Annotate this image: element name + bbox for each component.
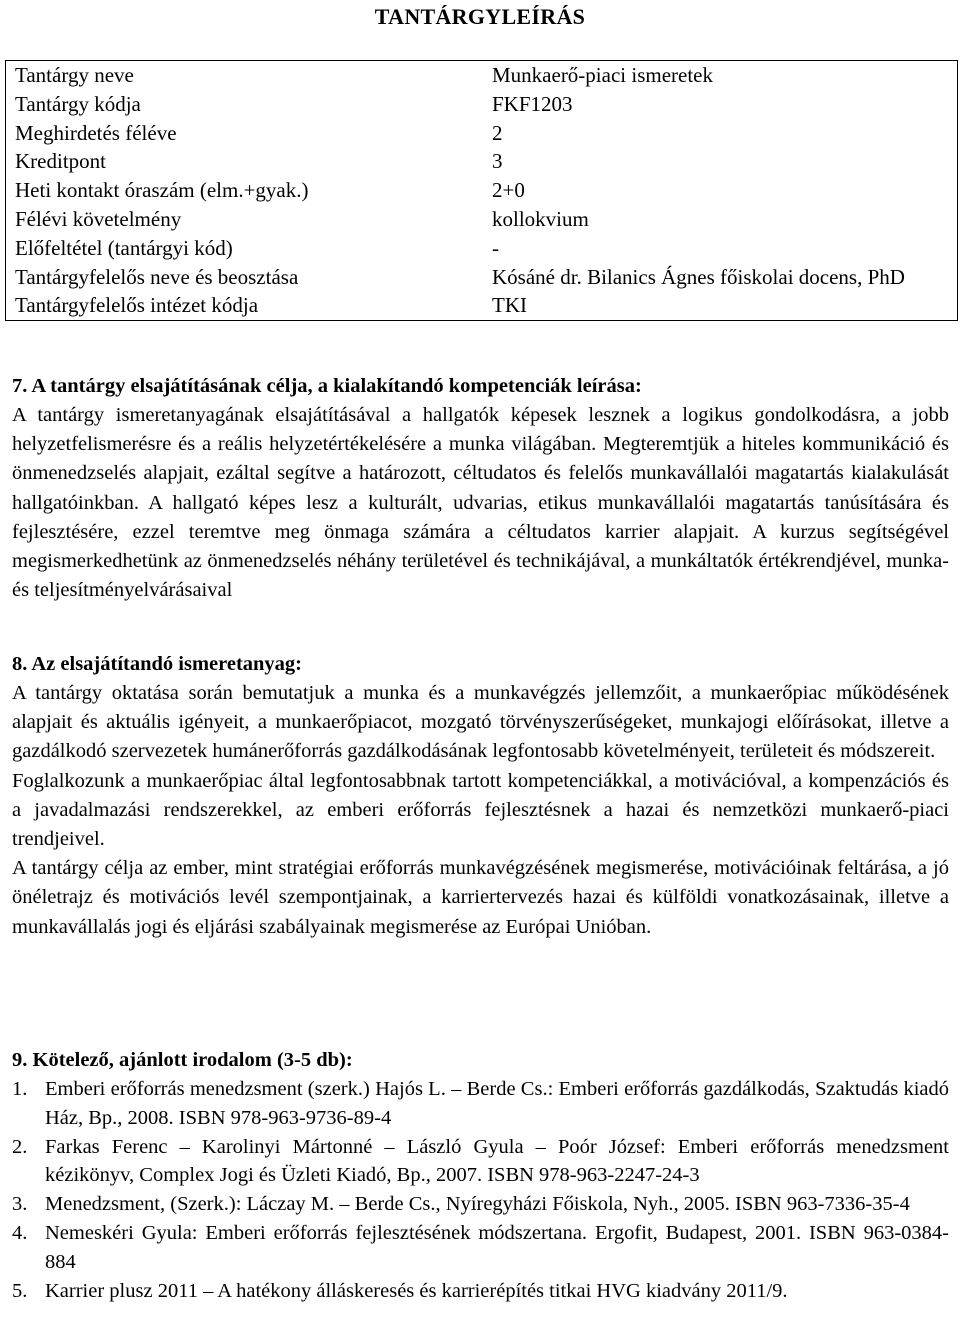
row-value: 2 — [492, 120, 503, 145]
list-item — [12, 1219, 949, 1277]
item-number: 3. — [12, 1193, 28, 1216]
item-text: Emberi erőforrás menedzsment (szerk.) Hajós L. – Berde Cs.: Emberi erőforrás gazdálkodás, Szaktudás kiadó Ház, Bp., 2008. ISBN 978-963-9736-89-4 — [45, 1078, 949, 1129]
item-number: 2. — [12, 1135, 28, 1158]
row-value: TKI — [492, 293, 527, 318]
paragraph: A tantárgy oktatása során bemutatjuk a munka és a munkavégzés jellemzőit, a munkaerőpiac működésének alapjait és aktuális igényeit, a munkaerőpiacot, mozgató törvényszerűségeket, munkajogi előírásokat, illetve a gazdálkodó szervezetek humánerőforrás gazdálkodásának legfontosabb követelményeit, területeit és módszereit. — [12, 682, 949, 763]
row-label: Meghirdetés féléve — [15, 120, 177, 145]
section-heading: 7. A tantárgy elsajátításának célja, a kialakítandó kompetenciák leírása: — [12, 375, 642, 397]
row-value: 2+0 — [492, 178, 525, 203]
table-row — [6, 176, 958, 205]
row-label: Tantárgy kódja — [15, 91, 141, 116]
table-row — [6, 90, 958, 119]
item-number: 1. — [12, 1078, 28, 1100]
table-row — [6, 291, 958, 320]
course-info-table — [5, 60, 958, 321]
section-literature — [12, 1046, 949, 1305]
item-number: 5. — [12, 1279, 28, 1302]
literature-list — [12, 1075, 949, 1305]
row-label: Tantárgyfelelős intézet kódja — [15, 293, 259, 318]
document-title: TANTÁRGYLEÍRÁS — [374, 4, 586, 29]
section-objectives — [12, 372, 949, 605]
row-label: Félévi követelmény — [15, 206, 182, 231]
row-value: - — [492, 235, 499, 260]
list-item — [12, 1277, 949, 1306]
row-value: Munkaerő-piaci ismeretek — [492, 63, 713, 87]
section-body: A tantárgy ismeretanyagának elsajátításával a hallgatók képesek lesznek a logikus gondolkodásra, a jobb helyzetfelismerésre és a reális helyzetértékelésére a munka világában. Megteremtjük a hiteles kommunikáció és önmenedzselés alapjait, ezáltal segítve a határozott, céltudatos és felelős munkavállalói magatartás kialakulását hallgatóinkban. A hallgató képes lesz a kulturált, udvarias, etikus munkavállalói magatartás tanúsítására és fejlesztésére, ezzel teremtve meg önmaga számára a céltudatos karrier alapjait. A kurzus segítségével megismerkedhetünk az önmenedzselés néhány területével és technikájával, a munkáltatók értékrendjével, munka- és teljesítményelvárásaival — [12, 404, 949, 602]
row-label: Előfeltétel (tantárgyi kód) — [15, 235, 233, 260]
table-row — [6, 234, 958, 263]
table-row — [6, 263, 958, 292]
section-heading: 8. Az elsajátítandó ismeretanyag: — [12, 653, 303, 675]
paragraph: A tantárgy célja az ember, mint stratégiai erőforrás munkavégzésének megismerése, motivációinak feltárása, a jó önéletrajz és motivációs levél szempontjainak, a karriertervezés hazai és külföldi vonatkozásainak, illetve a munkavállalás jogi és eljárási szabályainak megismerése az Európai Unióban. — [12, 857, 949, 938]
item-text: Karrier plusz 2011 – A hatékony álláskeresés és karrierépítés titkai HVG kiadvány 2011/9. — [45, 1279, 788, 1302]
row-value: Kósáné dr. Bilanics Ágnes főiskolai docens, PhD — [492, 264, 905, 289]
item-text: Farkas Ferenc – Karolinyi Mártonné – László Gyula – Poór József: Emberi erőforrás menedzsment kézikönyv, Complex Jogi és Üzleti Kiadó, Bp., 2007. ISBN 978-963-2247-24-3 — [45, 1135, 949, 1187]
row-label: Tantárgyfelelős neve és beosztása — [15, 264, 299, 289]
item-text: Nemeskéri Gyula: Emberi erőforrás fejlesztésének módszertana. Ergofit, Budapest, 2001. ISBN 963-0384-884 — [45, 1221, 949, 1273]
table-row — [6, 205, 958, 234]
row-label: Kreditpont — [15, 149, 106, 174]
list-item — [12, 1075, 949, 1133]
table-row — [6, 61, 958, 90]
list-item — [12, 1190, 949, 1219]
row-label: Heti kontakt óraszám (elm.+gyak.) — [15, 178, 309, 203]
item-text: Menedzsment, (Szerk.): Láczay M. – Berde Cs., Nyíregyházi Főiskola, Nyh., 2005. ISBN 963-7336-35-4 — [45, 1193, 910, 1216]
row-value: FKF1203 — [492, 91, 573, 116]
row-label: Tantárgy neve — [15, 63, 134, 87]
item-number: 4. — [12, 1221, 28, 1244]
row-value: 3 — [492, 149, 503, 174]
list-item — [12, 1133, 949, 1191]
table-row — [6, 147, 958, 176]
table-row — [6, 119, 958, 148]
paragraph: Foglalkozunk a munkaerőpiac által legfontosabbnak tartott kompetenciákkal, a motivációval, a kompenzációs és a javadalmazási rendszerekkel, az emberi erőforrás fejlesztésnek a hazai és nemzetközi munkaerő-piaci trendjeivel. — [12, 769, 949, 851]
section-content — [12, 650, 949, 942]
section-heading: 9. Kötelező, ajánlott irodalom (3-5 db): — [12, 1049, 353, 1071]
row-value: kollokvium — [492, 206, 589, 231]
